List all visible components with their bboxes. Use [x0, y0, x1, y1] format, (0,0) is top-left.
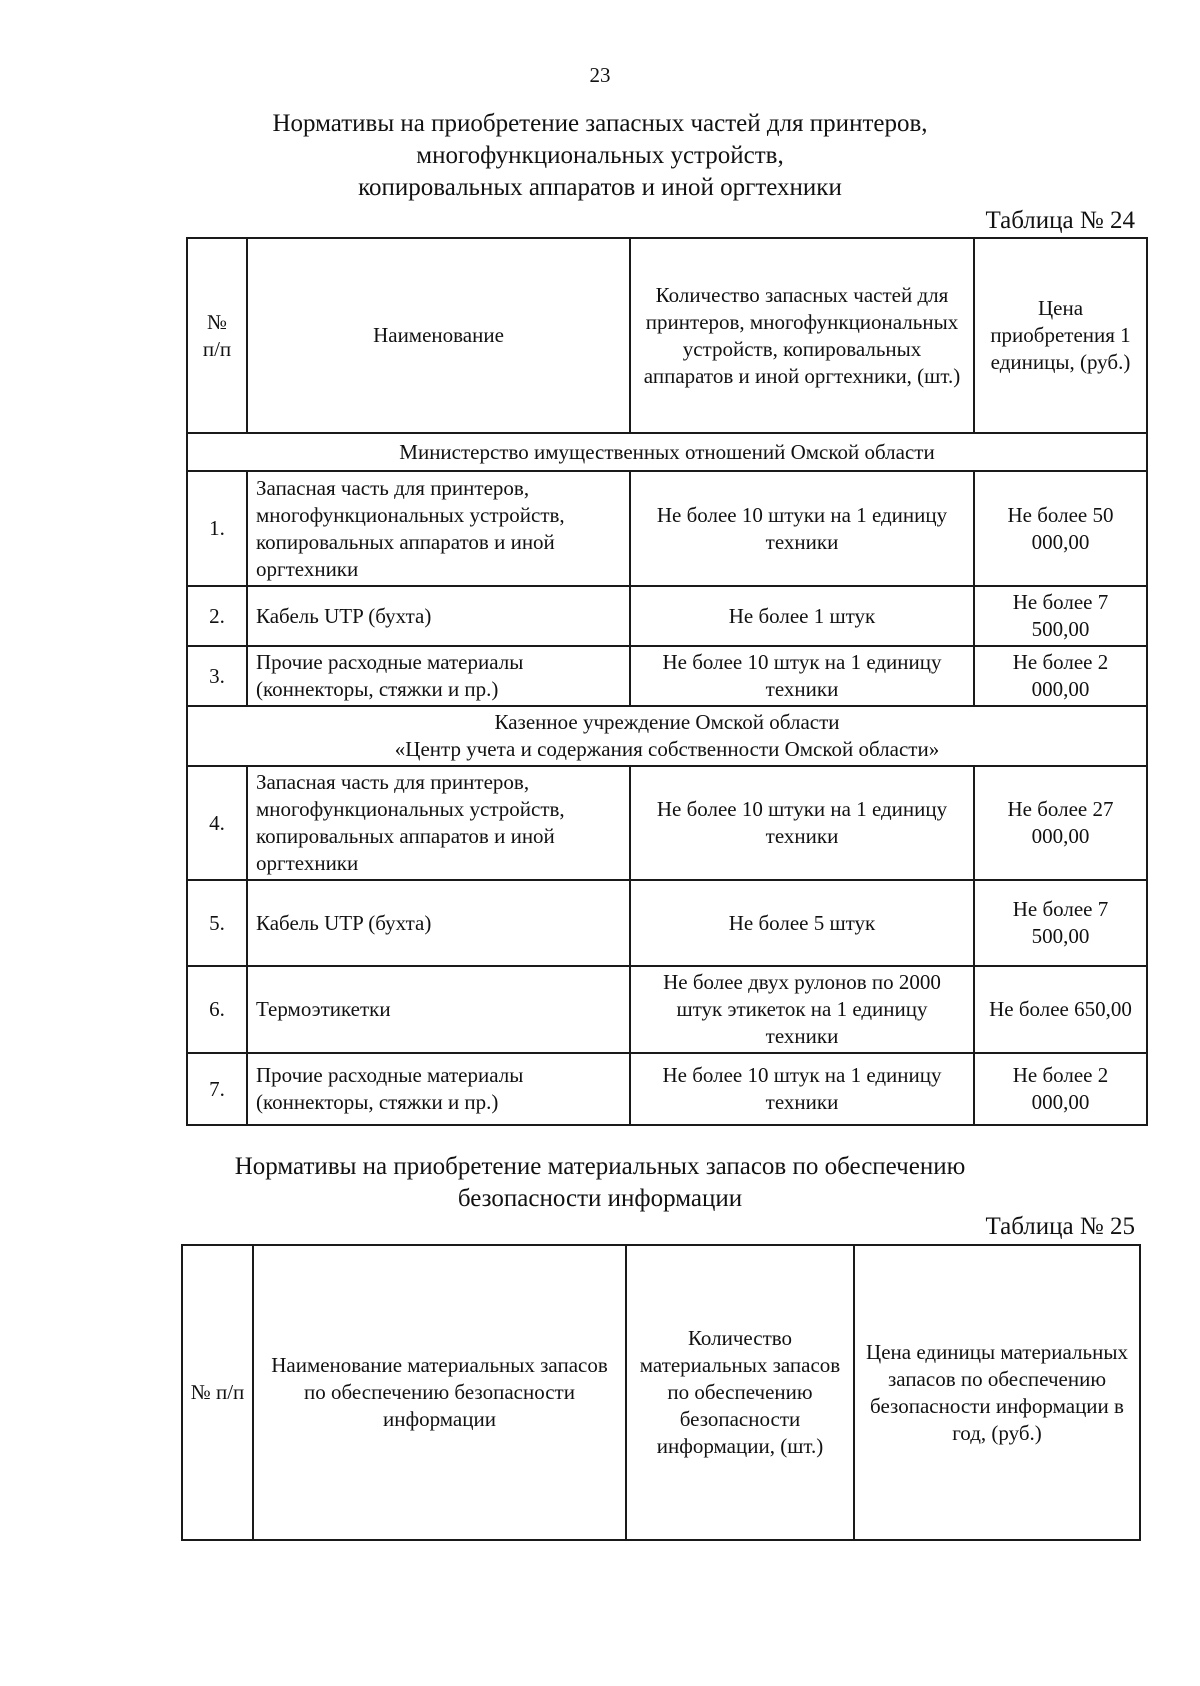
page-number: 23: [589, 63, 611, 87]
row-name: Прочие расходные материалы (коннекторы, стяжки и пр.): [247, 646, 630, 706]
table-row: [187, 766, 1147, 880]
group-title: [187, 706, 1147, 766]
header-qty: Количество материальных запасов по обеспечению безопасности информации, (шт.): [626, 1245, 854, 1540]
table-row: [187, 471, 1147, 586]
table-row: [187, 586, 1147, 646]
row-price: Не более 650,00: [974, 966, 1147, 1053]
row-num: 1.: [187, 471, 247, 586]
header-num: № п/п: [187, 238, 247, 433]
row-name: Запасная часть для принтеров, многофункциональных устройств, копировальных аппаратов и иной оргтехники: [247, 766, 630, 880]
title-line: многофункциональных устройств,: [416, 142, 784, 169]
row-qty: Не более 10 штуки на 1 единицу техники: [630, 766, 974, 880]
row-qty: Не более 5 штук: [630, 880, 974, 966]
header-qty: Количество запасных частей для принтеров, многофункциональных устройств, копировальных аппаратов и иной оргтехники, (шт.): [630, 238, 974, 433]
title-line: безопасности информации: [457, 1185, 743, 1212]
row-qty: Не более двух рулонов по 2000 штук этикеток на 1 единицу техники: [630, 966, 974, 1053]
row-qty: Не более 10 штук на 1 единицу техники: [630, 1053, 974, 1125]
table-24: [186, 237, 1148, 1126]
table-25-title: [0, 1151, 1200, 1215]
row-num: 6.: [187, 966, 247, 1053]
row-qty: Не более 1 штук: [630, 586, 974, 646]
row-price: Не более 27 000,00: [974, 766, 1147, 880]
table-header-row: [182, 1245, 1140, 1540]
row-price: Не более 7 500,00: [974, 586, 1147, 646]
row-qty: Не более 10 штук на 1 единицу техники: [630, 646, 974, 706]
group-row: [187, 433, 1147, 471]
row-name: Кабель UTP (бухта): [247, 880, 630, 966]
header-name: Наименование материальных запасов по обеспечению безопасности информации: [253, 1245, 626, 1540]
row-num: 5.: [187, 880, 247, 966]
title-line: копировальных аппаратов и иной оргтехники: [358, 174, 842, 201]
row-name: Термоэтикетки: [247, 966, 630, 1053]
row-num: 2.: [187, 586, 247, 646]
group-title-line: Казенное учреждение Омской области: [494, 710, 840, 734]
group-title-line: «Центр учета и содержания собственности Омской области»: [394, 737, 940, 761]
title-line: Нормативы на приобретение запасных частей для принтеров,: [272, 110, 928, 137]
row-name: Прочие расходные материалы (коннекторы, стяжки и пр.): [247, 1053, 630, 1125]
table-row: [187, 1053, 1147, 1125]
row-price: Не более 7 500,00: [974, 880, 1147, 966]
header-num: № п/п: [182, 1245, 253, 1540]
table-row: [187, 880, 1147, 966]
table-24-title: [0, 108, 1200, 204]
row-num: 3.: [187, 646, 247, 706]
row-num: 7.: [187, 1053, 247, 1125]
table-header-row: [187, 238, 1147, 433]
row-price: Не более 50 000,00: [974, 471, 1147, 586]
group-row: [187, 706, 1147, 766]
row-name: Запасная часть для принтеров, многофункциональных устройств, копировальных аппаратов и иной оргтехники: [247, 471, 630, 586]
header-name: Наименование: [247, 238, 630, 433]
table-row: [187, 646, 1147, 706]
row-name: Кабель UTP (бухта): [247, 586, 630, 646]
row-price: Не более 2 000,00: [974, 1053, 1147, 1125]
table-25: [181, 1244, 1141, 1541]
table-24-caption: Таблица № 24: [985, 207, 1135, 234]
table-25-caption: Таблица № 25: [985, 1213, 1135, 1240]
group-title: Министерство имущественных отношений Омской области: [187, 433, 1147, 471]
header-price: Цена приобретения 1 единицы, (руб.): [974, 238, 1147, 433]
title-line: Нормативы на приобретение материальных запасов по обеспечению: [234, 1153, 966, 1180]
table-row: [187, 966, 1147, 1053]
row-price: Не более 2 000,00: [974, 646, 1147, 706]
row-qty: Не более 10 штуки на 1 единицу техники: [630, 471, 974, 586]
row-num: 4.: [187, 766, 247, 880]
header-price: Цена единицы материальных запасов по обеспечению безопасности информации в год, (руб.): [854, 1245, 1140, 1540]
